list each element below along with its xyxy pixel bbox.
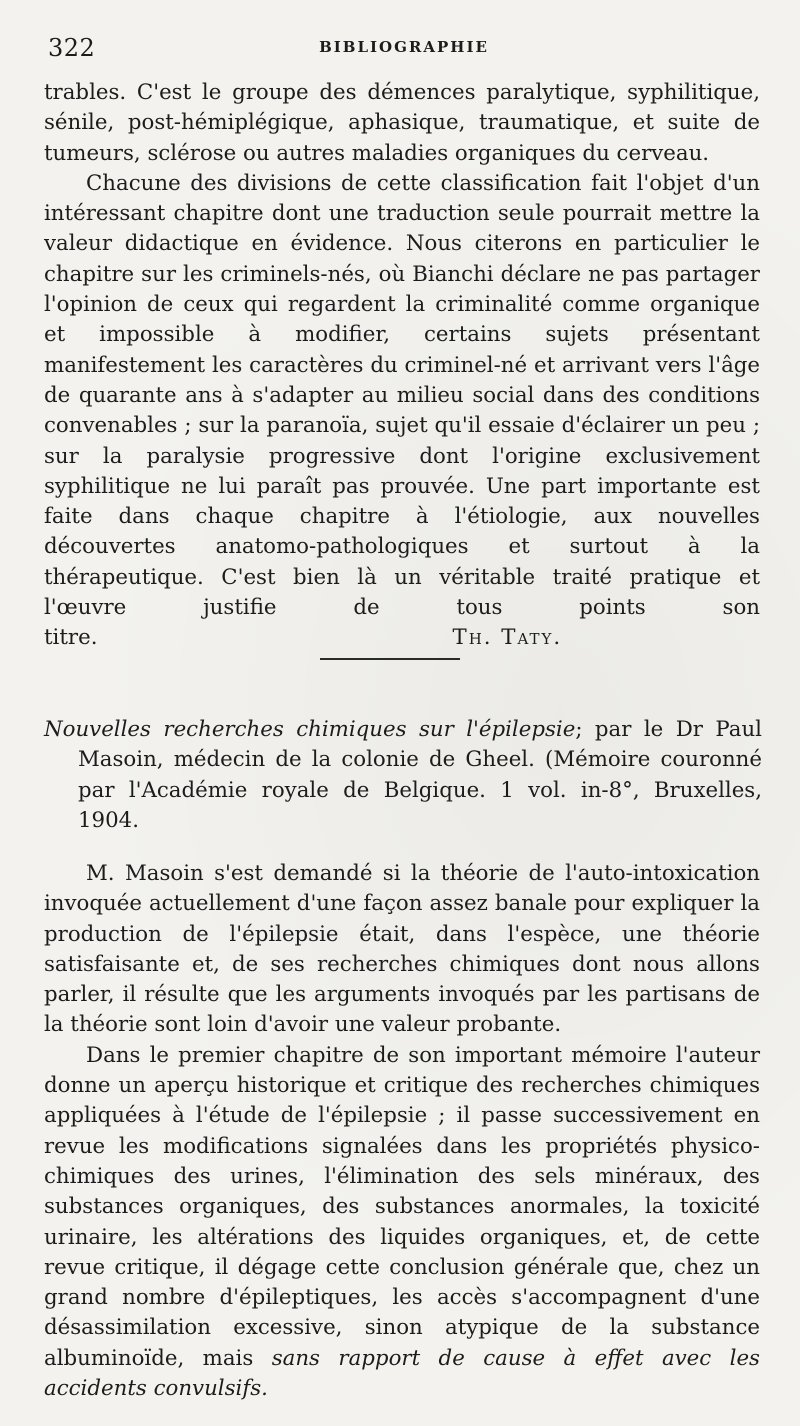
review-taty-paragraph-2 [44, 169, 760, 654]
review-signature: Th. Taty. [452, 625, 563, 651]
bibliographic-entry [44, 715, 762, 836]
review-taty-paragraph-2-text: Chacune des divisions de cette classification fait l'objet d'un intéressant chapitre dont une traduction seule pourrait mettre la valeur didactique en évidence. Nous citerons en particulier le chapitre sur les criminels-nés, où Bianchi déclare ne pas partager l'opinion de ceux qui regardent la criminalité comme organique et impossible à modifier, certains sujets présentant manifestement les caractères du criminel-né et arrivant vers l'âge de quarante ans à s'adapter au milieu social dans des conditions convenables ; sur la paranoïa, sujet qu'il essaie d'éclairer un peu ; sur la paralysie progressive dont l'origine exclusivement syphilitique ne lui paraît pas prouvée. Une part importante est faite dans chaque chapitre à l'étiologie, aux nouvelles découvertes anatomo-pathologiques et surtout à la thérapeutique. C'est bien là un véritable traité pratique et l'œuvre justifie de tous points son titre. [44, 170, 760, 651]
review-masoin-paragraph-2-text: Dans le premier chapitre de son important mémoire l'auteur donne un aperçu historique et critique des recherches chimiques appliquées à l'étude de l'épilepsie ; il passe successivement en revue les modifications signalées dans les propriétés physico-chimiques des urines, l'élimination des sels minéraux, des substances organiques, des substances anormales, la toxicité urinaire, les altérations des liquides organiques, et, de cette revue critique, il dégage cette conclusion générale que, chez un grand nombre d'épileptiques, les accès s'accompagnent d'une désassimilation excessive, sinon atypique de la substance albuminoïde, mais [44, 1042, 760, 1371]
review-taty-paragraph-1: trables. C'est le groupe des démences paralytique, syphilitique, sénile, post-hémiplégique, aphasique, traumatique, et suite de tumeurs, sclérose ou autres maladies organiques du cerveau. [44, 80, 760, 166]
review-masoin-paragraph-1: M. Masoin s'est demandé si la théorie de l'auto-intoxication invoquée actuellement d'une façon assez banale pour expliquer la production de l'épilepsie était, dans l'espèce, une théorie satisfaisante et, de ses recherches chimiques dont nous allons parler, il résulte que les arguments invoqués par les partisans de la théorie sont loin d'avoir une valeur probante. [44, 861, 760, 1038]
review-masoin-emphasis: sans rapport de cause à effet avec les accidents convulsifs. [44, 1345, 760, 1402]
review-masoin [44, 859, 760, 1404]
running-head [48, 34, 760, 64]
page-number: 322 [48, 34, 96, 62]
review-taty [44, 78, 760, 654]
entry-citation [44, 715, 762, 836]
review-masoin-paragraph-2 [44, 1041, 760, 1405]
entry-title: Nouvelles recherches chimiques sur l'épilepsie [44, 717, 576, 742]
section-separator [320, 658, 460, 660]
entry-details: ; par le Dr Paul Masoin, médecin de la colonie de Gheel. (Mémoire couronné par l'Académie royale de Belgique. 1 vol. in-8°, Bruxelles, 1904. [78, 717, 762, 833]
section-title: BIBLIOGRAPHIE [319, 38, 489, 56]
